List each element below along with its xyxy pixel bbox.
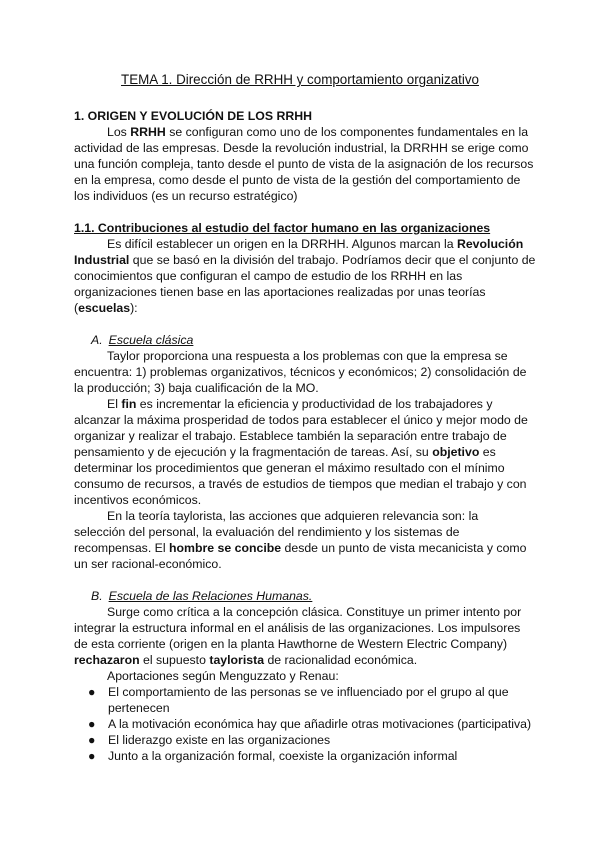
paragraph-line: El fin es incrementar la eficiencia y productividad de los trabajadores y (107, 397, 493, 411)
list-item: Junto a la organización formal, coexiste la organización informal (108, 749, 458, 763)
list-item: El comportamiento de las personas se ve influenciado por el grupo al que (108, 685, 509, 699)
paragraph-line: encuentra: 1) problemas organizativos, técnicos y económicos; 2) consolidación de (74, 365, 527, 379)
bullet-icon: ● (88, 749, 96, 763)
subsection-b-heading: B. Escuela de las Relaciones Humanas. (91, 589, 313, 603)
paragraph-line: Aportaciones según Menguzzato y Renau: (107, 669, 339, 683)
list-item-continuation: pertenecen (108, 701, 170, 715)
list-item: A la motivación económica hay que añadirle otras motivaciones (participativa) (108, 717, 532, 731)
paragraph-line: incentivos económicos. (74, 493, 202, 507)
list-item: El liderazgo existe en las organizaciones (108, 733, 331, 747)
paragraph-line: Taylor proporciona una respuesta a los problemas con que la empresa se (107, 349, 508, 363)
paragraph-line: Surge como crítica a la concepción clásica. Constituye un primer intento por (107, 605, 522, 619)
section-1-1-heading: 1.1. Contribuciones al estudio del factor humano en las organizaciones (74, 221, 491, 235)
paragraph-line: integrar la estructura informal en el análisis de las organizaciones. Los impulsores (74, 621, 521, 635)
paragraph-line: organizar y realizar el trabajo. Establece también la separación entre trabajo de (74, 429, 507, 443)
paragraph-line: alcanzar la máxima prosperidad de todos para establecer el único y mejor modo de (74, 413, 528, 427)
paragraph-line: recompensas. El hombre se concibe desde un punto de vista mecanicista y como (74, 541, 527, 555)
paragraph-line: una función compleja, tanto desde el punto de vista de la asignación de los recursos (74, 157, 534, 171)
bullet-icon: ● (88, 733, 96, 747)
paragraph-line: determinar los procedimientos que generan el máximo resultado con el mínimo (74, 461, 505, 475)
paragraph-line: organizaciones tienen base en las aportaciones realizadas por unas teorías (74, 285, 486, 299)
paragraph-line: Es difícil establecer un origen en la DRRHH. Algunos marcan la Revolución (107, 237, 524, 251)
paragraph-line: rechazaron el supuesto taylorista de racionalidad económica. (74, 653, 418, 667)
paragraph-line: conocimientos que configuran el campo de estudio de los RRHH en las (74, 269, 463, 283)
paragraph-line: (escuelas): (74, 301, 138, 315)
paragraph-line: los individuos (es un recurso estratégico) (74, 189, 298, 203)
paragraph-line: Los RRHH se configuran como uno de los componentes fundamentales en la (107, 125, 529, 139)
paragraph-line: selección del personal, la evaluación del rendimiento y los sistemas de (74, 525, 460, 539)
document-title: TEMA 1. Dirección de RRHH y comportamiento organizativo (121, 72, 479, 87)
subsection-a-heading: A. Escuela clásica (91, 333, 194, 347)
paragraph-line: pensamiento y de ejecución y la fragmentación de tareas. Así, su objetivo es (74, 445, 496, 459)
paragraph-line: actividad de las empresas. Desde la revolución industrial, la DRRHH se erige como (74, 141, 529, 155)
section-1-heading: 1. ORIGEN Y EVOLUCIÓN DE LOS RRHH (74, 109, 313, 123)
paragraph-line: la producción; 3) baja cualificación de la MO. (74, 381, 319, 395)
paragraph-line: Industrial que se basó en la división del trabajo. Podríamos decir que el conjunto de (74, 253, 536, 267)
paragraph-line: consumo de recursos, a través de estudios de tiempos que median el trabajo y con (74, 477, 527, 491)
paragraph-line: En la teoría taylorista, las acciones que adquieren relevancia son: la (107, 509, 479, 523)
paragraph-line: de esta corriente (origen en la planta Hawthorne de Western Electric Company) (74, 637, 508, 651)
paragraph-line: en la empresa, como desde el punto de vista de la gestión del comportamiento de (74, 173, 521, 187)
bullet-icon: ● (88, 717, 96, 731)
paragraph-line: un ser racional-económico. (74, 557, 222, 571)
bullet-icon: ● (88, 685, 96, 699)
